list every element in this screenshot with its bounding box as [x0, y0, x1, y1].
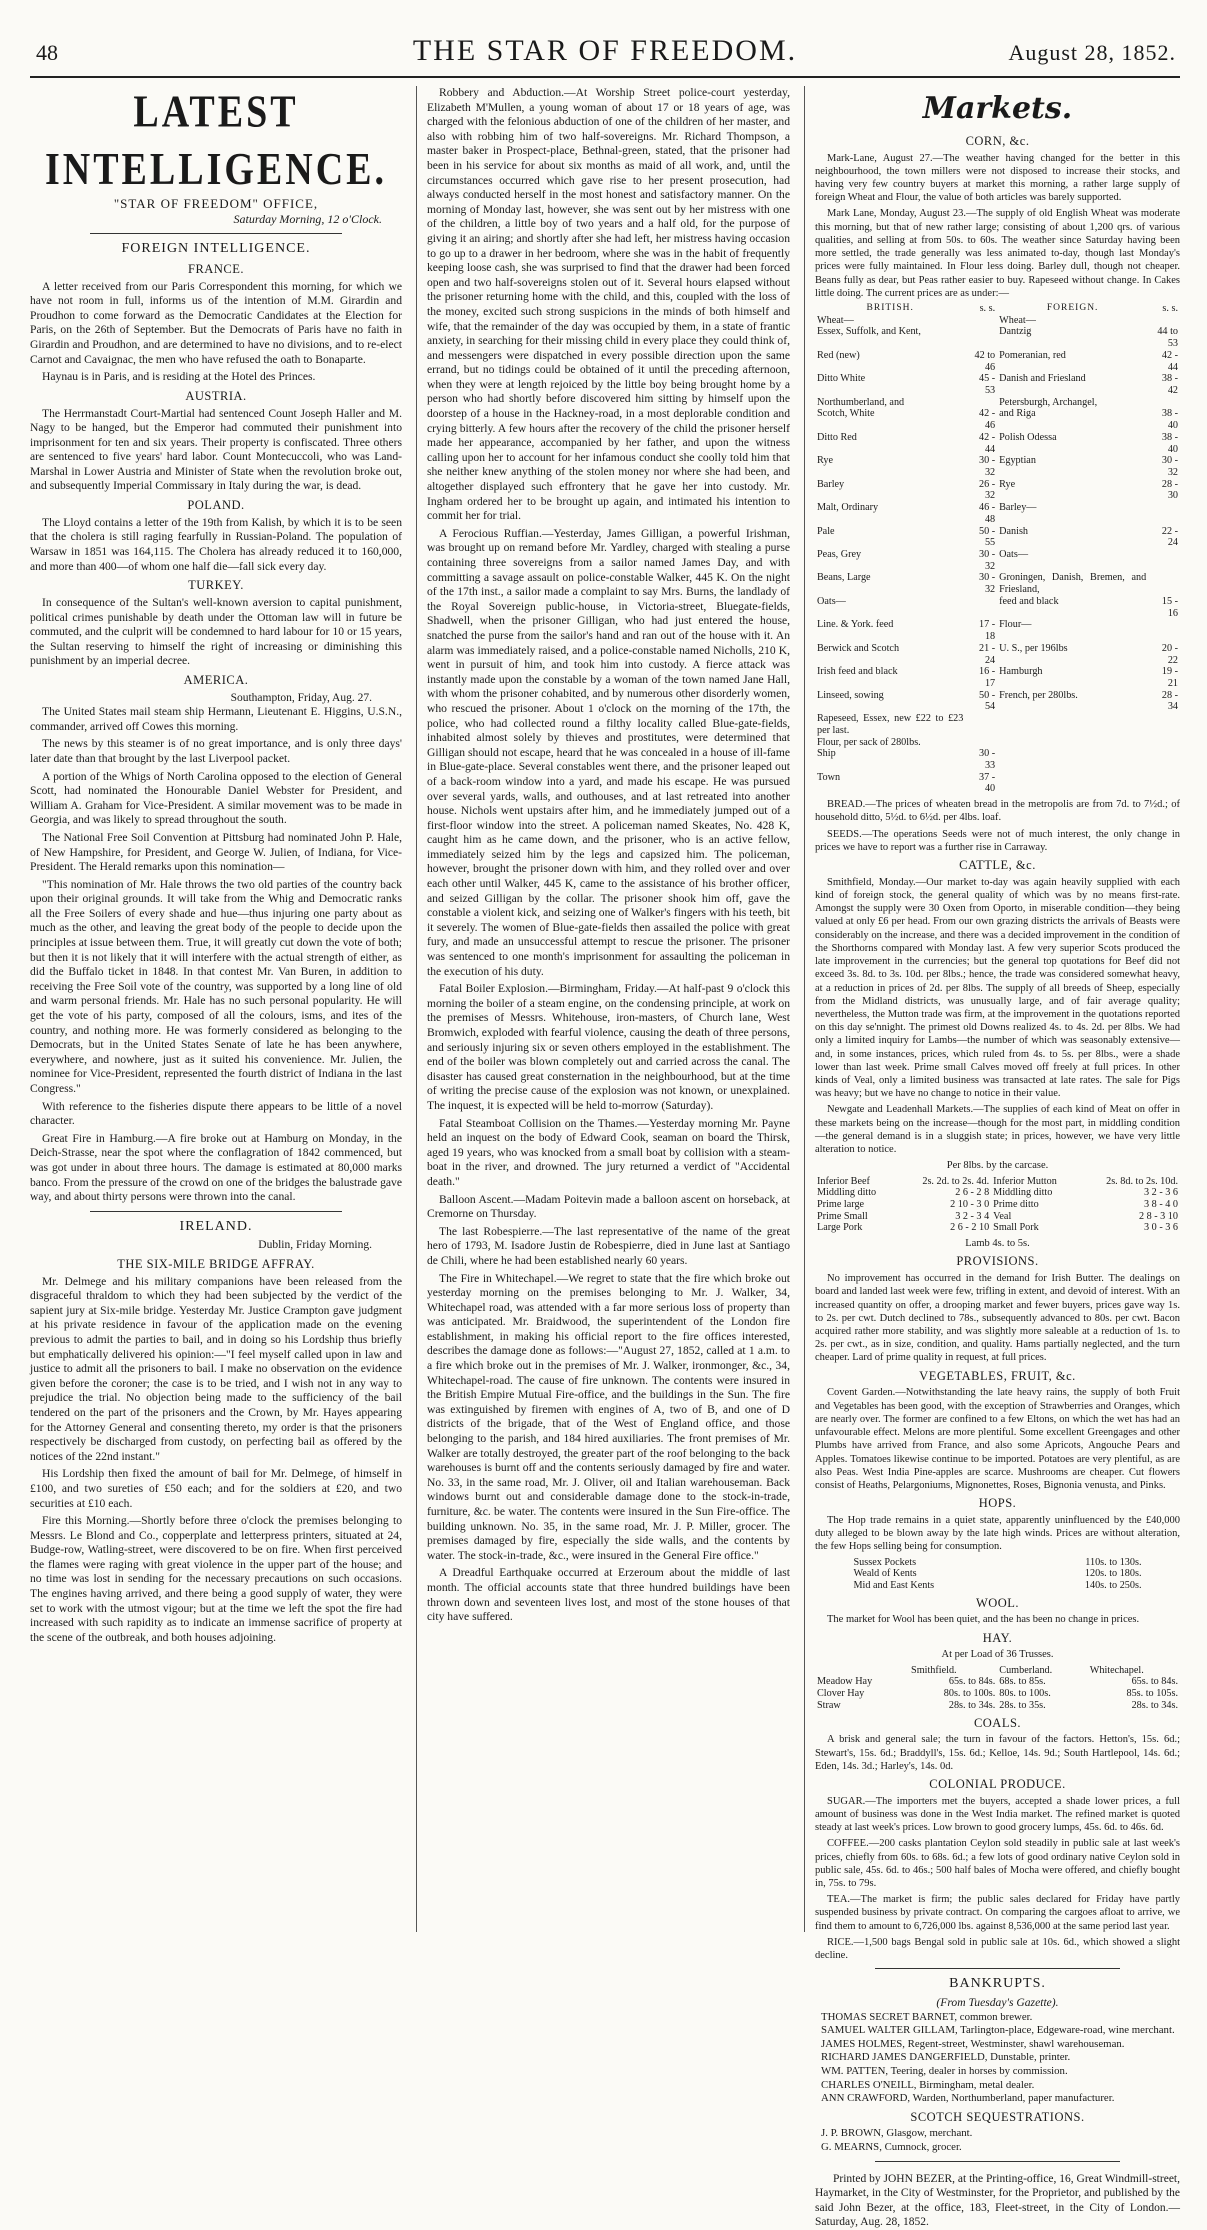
- grain-row-cell: 22 - 24: [1161, 525, 1178, 549]
- grain-row-cell: 16 - 17: [979, 666, 996, 689]
- bankrupts-list: [815, 2011, 1180, 2106]
- grain-row: [815, 397, 1180, 409]
- grain-row: [815, 479, 1180, 502]
- meat-row-cell: Large Pork: [817, 1222, 863, 1234]
- meat-row-cell: 2s. 8d. to 2s. 10d.: [1106, 1175, 1178, 1187]
- hops-price-table: [852, 1557, 1144, 1592]
- grain-row-cell: [1148, 397, 1180, 409]
- hay-row-cell: Straw: [817, 1699, 841, 1711]
- divider: [875, 1968, 1120, 1969]
- hops-row-cell: 120s. to 180s.: [1084, 1568, 1142, 1580]
- hay-price-table: [815, 1665, 1180, 1712]
- grain-row: [815, 713, 1180, 736]
- grain-row-cell: 19 - 21: [1161, 666, 1178, 689]
- office-time: Saturday Morning, 12 o'Clock.: [233, 212, 382, 227]
- scotch-sequestrations-heading: SCOTCH SEQUESTRATIONS.: [910, 2109, 1085, 2124]
- france-heading: FRANCE.: [188, 261, 244, 276]
- provisions-heading: PROVISIONS.: [956, 1254, 1039, 1269]
- meat-row-cell: 2 10 - 3 0: [950, 1199, 990, 1211]
- grain-row-cell: [997, 737, 1148, 749]
- grain-row-cell: [1148, 713, 1180, 736]
- grain-row-cell: feed and black: [999, 595, 1059, 607]
- hay-row-cell: 65s. to 84s.: [1131, 1676, 1178, 1688]
- meat-row-cell: 2 6 - 2 10: [950, 1222, 990, 1234]
- hops-row-cell: 110s. to 130s.: [1085, 1556, 1142, 1568]
- grain-row-cell: Pomeranian, red: [999, 349, 1066, 361]
- grain-row: [815, 432, 1180, 455]
- page-header: [30, 22, 1180, 78]
- grain-row-cell: Red (new): [817, 349, 860, 361]
- grain-row-cell: 30 - 33: [979, 748, 996, 771]
- coals-heading: COALS.: [973, 1715, 1022, 1730]
- bankrupt-entry: JAMES HOLMES, Regent-street, Westminster, shawl warehouseman.: [821, 2037, 1125, 2050]
- grain-row-cell: Essex, Suffolk, and Kent,: [817, 326, 921, 338]
- page-number: 48: [36, 40, 58, 65]
- meat-row-cell: 3 0 - 3 6: [1144, 1222, 1178, 1234]
- grain-row: [815, 455, 1180, 478]
- hay-header-cell: Cumberland.: [999, 1664, 1053, 1676]
- grain-row-cell: Beans, Large: [817, 572, 871, 584]
- grain-row-cell: 46 - 48: [979, 502, 996, 525]
- scotch-list: [815, 2127, 1180, 2154]
- shillings-label: s. s.: [1162, 302, 1178, 314]
- bankrupts-heading: BANKRUPTS.: [949, 1976, 1046, 1992]
- article-paragraph: Fire this Morning.—Shortly before three o'clock the premises belonging to Messrs. Le Blond and Co., copperplate and letterpress printers, situated at 24, Budge-row, Watling-street, were discovered to be on fire. When first perceived the flames were raging with great violence in the upper part of the house; and no time was lost in sending for the necessary precautions on such occasions. The engines having arrived, and there being a good supply of water, they were set to work with the utmost vigour; but at the time we left the spot the fire had increased with such rapidity as to indicate an immense sacrifice of property at the scene of the outbreak, and both houses adjoining.: [30, 1514, 402, 1644]
- grain-row-cell: [1148, 315, 1180, 327]
- grain-row: [815, 572, 1180, 595]
- grain-row-cell: 38 - 42: [1161, 373, 1178, 396]
- ireland-heading: IRELAND.: [179, 1218, 253, 1234]
- grain-row-cell: Flour—: [999, 619, 1032, 631]
- meat-row-cell: Veal: [993, 1210, 1012, 1222]
- grain-row-cell: Northumberland, and: [817, 396, 905, 408]
- bankrupt-entry: THOMAS SECRET BARNET, common brewer.: [821, 2010, 1033, 2023]
- bankrupt-entry: ANN CRAWFORD, Warden, Northumberland, paper manufacturer.: [821, 2092, 1115, 2105]
- meat-row-cell: Middling ditto: [993, 1187, 1053, 1199]
- grain-row-cell: [965, 326, 997, 349]
- grain-row-cell: 30 - 32: [979, 549, 996, 572]
- meat-row-cell: 2s. 2d. to 2s. 4d.: [922, 1175, 990, 1187]
- hay-row-cell: 28s. to 34s.: [1131, 1699, 1178, 1711]
- bankrupt-entry: CHARLES O'NEILL, Birmingham, metal dealer.: [821, 2078, 1035, 2091]
- article-paragraph: RICE.—1,500 bags Bengal sold in public sale at 10s. 6d., which showed a slight decline.: [815, 1936, 1180, 1962]
- hops-row-cell: 140s. to 250s.: [1084, 1580, 1142, 1592]
- article-paragraph: The Lloyd contains a letter of the 19th from Kalish, by which it is to be seen that the cholera is still raging fearfully in Russian-Poland. The population of Warsaw in 1851 was 164,115. The Cholera has already reduced it to 160,000, and more than 400—of whom one half die—fall sick every day.: [30, 515, 402, 573]
- grain-row-cell: [1148, 748, 1180, 771]
- hay-header-row: [815, 1665, 1180, 1677]
- grain-row-cell: Wheat—: [817, 314, 854, 326]
- grain-row-cell: [1148, 772, 1180, 795]
- grain-row-cell: Barley—: [999, 502, 1037, 514]
- grain-row-cell: Barley: [817, 478, 845, 490]
- article-paragraph: Fatal Boiler Explosion.—Birmingham, Friday.—At half-past 9 o'clock this morning the boiler of a steam engine, on the condensing principle, at work on the premises of Messrs. Whitehouse, iron-masters, of Church lane, West Bromwich, exploded with fearful violence, causing the death of three persons, and seriously injuring six or seven others employed in the establishment. The end of the boiler was blown completely out and carried across the canal. The disaster has caused great consternation in the neighbourhood, but at the time of writing the precise cause of the explosion was not known, or unexplained. The inquest, it is expected will be held to-morrow (Saturday).: [427, 982, 790, 1112]
- article-paragraph: A Ferocious Ruffian.—Yesterday, James Gilligan, a powerful Irishman, was brought up on remand before Mr. Yardley, charged with stealing a purse containing three sovereigns from a sailor named James Day, and with committing a savage assault on police-constable Walker, 445 K. On the night of the 17th inst., a sailor made a complaint to say Mrs. Burns, the landlady of the Royal Sovereign public-house, in Victoria-street, Bluegate-fields, Shadwell, when the prisoner Gilligan, who had just entered the house, snatched the purse from the sailor's hand and ran out of the house with it. An alarm was immediately raised, and a police-constable named Nicholls, 210 K, went in pursuit of him, and took him into custody. A fierce attack was instantly made upon the constable by a woman of the town named Jane Hall, with whom the prisoner cohabited, and by numerous other disorderly women, who rescued the prisoner. About 1 o'clock on the morning of the 17th, the police, who had collected round a filthy locality called Blue-gate-fields, inhabited almost solely by thieves and prostitutes, were determined that Gilligan should not escape, heard that he was concealed in a house of ill-fame in Blue-gate-place. Several constables went there, and the prisoner leaped out of a back-room window into a yard, and made his escape. He was pursued over several yards, walls, and outhouses, and at last retreated into another house. Nichols went upstairs after him, and he immediately jumped out of a first-floor window into the street. A policeman named Skeates, No. 428 K, caught him as he came down, and the prisoner, who is an active fellow, immediately seized him by the legs and capsized him. The policeman, however, brought the prisoner down with him, and they rolled over and over each other until Walker, 445 K, came to the assistance of his brother officer, and seized Gilligan by the collar. The prisoner shook him off, gave the constable a violent kick, and seizing one of Walker's fingers with his teeth, bit it severely. The women of Blue-gate-fields then assailed the police with great fury, and made an unsuccessful attempt to rescue the prisoner. The prisoner was sentenced to one month's imprisonment for assaulting the policeman in the execution of his duty.: [427, 526, 790, 978]
- grain-row: [815, 643, 1180, 666]
- meat-row-cell: Prime ditto: [993, 1199, 1039, 1211]
- divider: [90, 233, 342, 234]
- article-paragraph: Mark-Lane, August 27.—The weather having changed for the better in this neighbourhood, the town millers were not disposed to increase their stocks, and having very few country buyers at market this morning, a rather large supply of foreign Wheat and Flour, the value of both articles was barely supported.: [815, 152, 1180, 204]
- grain-row-cell: Ship: [817, 748, 836, 760]
- grain-row-cell: [965, 315, 997, 327]
- meat-row-cell: Prime large: [817, 1199, 865, 1211]
- dateline: Dublin, Friday Morning.: [258, 1239, 372, 1252]
- grain-row-cell: 28 - 30: [1161, 478, 1178, 502]
- grain-row-cell: 42 - 44: [1161, 349, 1178, 373]
- meat-row: [815, 1187, 1180, 1199]
- grain-row-cell: Town: [817, 771, 841, 783]
- per-8lbs-label: Per 8lbs. by the carcase.: [946, 1160, 1049, 1172]
- grain-row-cell: Groningen, Danish, Bremen, and Friesland,: [999, 572, 1147, 596]
- hops-row-cell: Sussex Pockets: [853, 1556, 917, 1568]
- grain-row: [815, 619, 1180, 642]
- grain-row-cell: [997, 772, 1148, 795]
- grain-row-cell: 38 - 40: [1161, 431, 1178, 455]
- grain-row-cell: Oats—: [999, 549, 1029, 561]
- hay-row-cell: 68s. to 85s.: [999, 1676, 1046, 1688]
- grain-row: [815, 748, 1180, 771]
- grain-row-cell: [997, 713, 1148, 736]
- bankrupt-entry: RICHARD JAMES DANGERFIELD, Dunstable, printer.: [821, 2051, 1071, 2064]
- column-3: [804, 86, 1180, 2229]
- article-paragraph: The market for Wool has been quiet, and the has been no change in prices.: [827, 1614, 1140, 1626]
- america-heading: AMERICA.: [183, 672, 249, 687]
- divider: [875, 2161, 1120, 2162]
- grain-row: [815, 350, 1180, 373]
- grain-row-cell: 38 - 40: [1161, 408, 1178, 432]
- grain-row-cell: Danish and Friesland: [999, 373, 1086, 385]
- hops-heading: HOPS.: [978, 1496, 1017, 1511]
- cattle-heading: CATTLE, &c.: [959, 858, 1036, 873]
- hay-row-cell: Clover Hay: [817, 1688, 865, 1700]
- article-paragraph: Fatal Steamboat Collision on the Thames.—Yesterday morning Mr. Payne held an inquest on the body of Edward Cook, seaman on board the Thirsk, aged 19 years, who was knocked from a small boat by collision with a steam-boat in the river, and drowned. The jury returned a verdict of "Accidental death.": [427, 1116, 790, 1188]
- grain-row-cell: [965, 713, 997, 736]
- article-paragraph: With reference to the fisheries dispute there appears to be little of a novel character.: [30, 1099, 402, 1128]
- grain-row-cell: Danish: [999, 525, 1029, 537]
- grain-row-cell: 30 - 32: [979, 455, 996, 479]
- article-paragraph: A letter received from our Paris Correspondent this morning, for which we have not room in full, informs us of the intention of M.M. Girardin and Proudhon to come forward as the Democratic Candidates at the Election for Paris, on the 26th of September. But the Democrats of Paris have no faith in Girardin and Proudhon, and are determined to have no divisions, and to re-elect Carnot and Cavaignac, the men who have refused the oath to Bonaparte.: [30, 279, 402, 366]
- grain-row-cell: Pale: [817, 525, 835, 537]
- hops-row: [852, 1568, 1144, 1580]
- grain-row-cell: Egyptian: [999, 455, 1036, 467]
- sequestration-entry: J. P. BROWN, Glasgow, merchant.: [821, 2127, 973, 2140]
- grain-row-cell: Malt, Ordinary: [817, 502, 879, 514]
- meat-row: [815, 1199, 1180, 1211]
- grain-row: [815, 549, 1180, 572]
- grain-row-cell: Oats—: [817, 595, 846, 607]
- grain-row-cell: U. S., per 196lbs: [999, 642, 1068, 654]
- meat-row-cell: Inferior Mutton: [993, 1175, 1057, 1187]
- article-paragraph: In consequence of the Sultan's well-known aversion to capital punishment, political crimes punishable by death under the Ottoman law will in future be commuted, and the culprit will be condemned to hard labour for 10 or 15 years, the Sultan reserving to himself the right of increasing or diminishing this punishment by an imperial decree.: [30, 595, 402, 668]
- meat-row: [815, 1222, 1180, 1234]
- grain-row-cell: 42 - 44: [979, 431, 996, 455]
- grain-row-cell: and Riga: [999, 408, 1036, 420]
- grain-row-cell: [997, 748, 1148, 771]
- grain-row-cell: Wheat—: [999, 314, 1036, 326]
- hops-row: [852, 1557, 1144, 1569]
- article-paragraph: "This nomination of Mr. Hale throws the two old parties of the country back upon their original grounds. It will take from the Whig and Democratic ranks all the Free Soilers of every shade and hue—thus injuring one party about as much as the other, and leaving the great body of the people to decide upon the principles at issue between them. True, it will greatly cut down the vote of both; but then it is not likely that it will interfere with the actual strength of either, as did the Buffalo ticket in 1848. In that contest Mr. Van Buren, in addition to receiving the Free Soil vote of the country, was supported by a long line of old and warm personal friends. Mr. Hale has no such personal popularity. He will get the vote of his party, composed of all the colours, isms, and ites of the country, and nothing more. He was formerly considered as belonging to the Democrats, but in the United States Senate of late he has been anywhere, everywhere, and nowhere, just as it suited his convenience. Mr. Julien, the nominee for Vice-President, represented the fourth district of Indiana in the last Congress.": [30, 877, 402, 1095]
- article-paragraph: A portion of the Whigs of North Carolina opposed to the election of General Scott, had nominated the Honourable Daniel Webster for President, and William A. Graham for Vice-President. A similar movement was to be made in Georgia, and was likely to spread throughout the south.: [30, 769, 402, 827]
- grain-row: [815, 326, 1180, 349]
- grain-row: [815, 502, 1180, 525]
- hay-row: [815, 1700, 1180, 1712]
- divider: [90, 1211, 342, 1212]
- hay-row: [815, 1676, 1180, 1688]
- article-paragraph: Mr. Delmege and his military companions have been released from the disgraceful thraldom to which they had been subjected by the verdict of the sapient jury at Six-mile bridge. Yesterday Mr. Justice Crampton gave judgment at his private residence in favour of the application made on the evening previous to admit the parties to bail, and in doing so his Lordship thus briefly but emphatically delivered his opinion:—"I feel myself called upon in law and justice to admit all the prisoners to bail. I make no observation on the evidence given before the coroner; the case is to be tried, and I wish not in any way to prejudice the trial. No objection being made to the sufficiency of the bail tendered on the part of the prisoners and the Crown, by Mr. Hayes appearing for the Attorney General and consenting thereto, my order is that the prisoners respectively be discharged from custody, on perfecting bail as offered by the notices of the 22nd instant.": [30, 1274, 402, 1463]
- article-paragraph: BREAD.—The prices of wheaten bread in the metropolis are from 7d. to 7½d.; of household ditto, 5½d. to 6½d. per 4lbs. loaf.: [815, 799, 1180, 824]
- column-1: [30, 86, 402, 1932]
- grain-row-cell: 28 - 34: [1161, 689, 1178, 713]
- article-paragraph: The Hop trade remains in a quiet state, apparently uninfluenced by the £40,000 duty alleged to be blown away by the late high winds. Prices are without alteration, the few Hops selling being for consumption.: [815, 1514, 1180, 1553]
- shillings-label: s. s.: [979, 302, 996, 314]
- article-paragraph: COFFEE.—200 casks plantation Ceylon sold steadily in public sale at last week's prices, chiefly from 60s. to 68s. 6d.; a few lots of good ordinary native Ceylon sold in public sale, 45s. 6d. to 46s.; 500 half bales of Mocha were offered, and chiefly bought in, 75s. to 79s.: [815, 1838, 1180, 1890]
- wool-heading: WOOL.: [975, 1595, 1020, 1610]
- dateline: Southampton, Friday, Aug. 27.: [230, 691, 372, 704]
- article-paragraph: The last Robespierre.—The last representative of the name of the great hero of 1793, M. Isadore Justin de Robespierre, died in June last at Santiago de Chili, where he had been established nearly 60 years.: [427, 1224, 790, 1267]
- grain-row-cell: Polish Odessa: [999, 431, 1057, 443]
- markets-title: Markets.: [922, 91, 1073, 126]
- meat-row-cell: 3 2 - 3 6: [1144, 1187, 1178, 1199]
- grain-row-cell: Irish feed and black: [817, 666, 898, 678]
- meat-row: [815, 1176, 1180, 1188]
- article-paragraph: His Lordship then fixed the amount of bail for Mr. Delmege, of himself in £100, and two sureties of £50 each; and for the soldiers at £20, and two securities at £10 each.: [30, 1467, 402, 1510]
- article-paragraph: Great Fire in Hamburg.—A fire broke out at Hamburg on Monday, in the Deich-Strasse, near the spot where the conflagration of 1842 commenced, but was got under in about three hours. The damage is estimated at 80,000 marks banco. From the pressure of the crowd on one of the bridges the balustrade gave way, and about thirty persons were thrown into the canal.: [30, 1131, 402, 1204]
- article-paragraph: Mark Lane, Monday, August 23.—The supply of old English Wheat was moderate this morning, but that of new rather large; consisting of about 1,200 qrs. of various qualities, and selling at from 50s. to 60s. The weather since Saturday having been more settled, the trade generally was less animated to-day, though last Monday's prices were fully maintained. In Flour less doing. Barley dull, though not cheaper. Beans fully as dear, but Peas rather easier to buy. Rapeseed without change. In Cakes little doing. The current prices are as under:—: [815, 208, 1180, 299]
- bankrupt-entry: SAMUEL WALTER GILLAM, Tarlington-place, Edgeware-road, wine merchant.: [821, 2024, 1175, 2037]
- hops-row-cell: Weald of Kents: [853, 1568, 917, 1580]
- foreign-label: FOREIGN.: [1046, 302, 1099, 313]
- article-paragraph: SEEDS.—The operations Seeds were not of much interest, the only change in prices we have to report was a further rise in Carraway.: [815, 828, 1180, 853]
- grain-row-cell: Flour, per sack of 280lbs.: [817, 736, 921, 748]
- grain-row-cell: [1148, 619, 1180, 642]
- grain-row-cell: 30 - 32: [1161, 455, 1178, 479]
- column-2: [416, 86, 790, 1932]
- latest-intelligence-title: LATEST INTELLIGENCE.: [44, 86, 388, 195]
- grain-row-cell: 15 - 16: [1161, 595, 1178, 619]
- grain-row-cell: Petersburgh, Archangel,: [999, 396, 1098, 408]
- hay-row: [815, 1688, 1180, 1700]
- hay-row-cell: Meadow Hay: [817, 1676, 873, 1688]
- grain-row-cell: Dantzig: [999, 326, 1032, 338]
- hay-header-cell: Whitechapel.: [1089, 1664, 1144, 1676]
- article-paragraph: The news by this steamer is of no great importance, and is only three days' later date than that brought by the last Liverpool packet.: [30, 737, 402, 765]
- grain-row-cell: Rye: [817, 455, 834, 467]
- affray-heading: THE SIX-MILE BRIDGE AFFRAY.: [117, 1256, 315, 1271]
- austria-heading: AUSTRIA.: [185, 388, 247, 403]
- meat-row-cell: Prime Small: [817, 1210, 868, 1222]
- corn-heading: CORN, &c.: [965, 133, 1030, 148]
- lamb-row: Lamb 4s. to 5s.: [965, 1238, 1030, 1250]
- article-paragraph: A Dreadful Earthquake occurred at Erzeroum about the middle of last month. The official accounts state that three hundred buildings have been thrown down and seventeen lives lost, and most of the stone houses of that city have suffered.: [427, 1566, 790, 1624]
- grain-row: [815, 526, 1180, 549]
- grain-row: [815, 408, 1180, 431]
- hay-row-cell: 28s. to 35s.: [999, 1699, 1046, 1711]
- article-paragraph: The National Free Soil Convention at Pittsburg had nominated John P. Hale, of New Hampshire, for President, and George W. Julien, of Indiana, for Vice-President. The Herald remarks upon this nomination—: [30, 830, 402, 874]
- grain-price-table: [815, 303, 1180, 795]
- grain-row-cell: [1148, 502, 1180, 525]
- masthead: THE STAR OF FREEDOM.: [412, 34, 798, 67]
- grain-row-cell: 42 to 46: [974, 349, 996, 373]
- colonial-heading: COLONIAL PRODUCE.: [929, 1776, 1066, 1791]
- newspaper-page: [30, 22, 1180, 2229]
- bankrupt-entry: WM. PATTEN, Teering, dealer in horses by commission.: [821, 2064, 1068, 2077]
- article-paragraph: Robbery and Abduction.—At Worship Street police-court yesterday, Elizabeth M'Mullen, a young woman of about 17 or 18 years of age, was charged with the felonious abduction of one of the children of her master, and also with robbing him of two half-sovereigns. Mr. Richard Thompson, a master baker in Prospect-place, Bethnal-green, stated, that the prisoner had been in his service for about six months as maid of all work, and, until the circumstances occurred which gave rise to her present prosecution, had always conducted herself in the most honest and satisfactory manner. On the morning of Monday last, however, she was sent out by her mistress with one of the children, a little boy of two years and a half old, for the purpose of giving it an airing; and shortly after she had left, her mistress having occasion to go up to a drawer in her bedroom, where she was in the habit of frequently keeping loose cash, she was surprised to find that the drawer had been forced open and two half-sovereigns stolen out of it. Several hours elapsed without the prisoner returning home with the child, and this, coupled with the loss of the money, excited such strong suspicions in the minds of both himself and wife, that the remainder of the day was occupied by them, in a state of frantic anxiety, in searching for their missing child in every place they could think of, and messengers were dispatched in every possible direction upon the same errand, but no tidings could be obtained of it until the preceding afternoon, when they were at length rejoiced by the little boy being brought home by a person who had shortly before discovered him sitting by himself upon the doorstep of a house in the Hackney-road, in a most deplorable condition and crying bitterly. A few hours after the recovery of the child the prisoner herself made her appearance, accompanied by her father, and upon the witness calling upon her to account for her infamous conduct she coolly told him that she neither knew anything of the stolen money nor where she had been, and altogether displayed such effrontery that he gave her into custody. Mr. Ingham ordered her to be brought up again, and intimated his intention to commit her for trial.: [427, 86, 790, 523]
- grain-row-cell: Berwick and Scotch: [817, 642, 900, 654]
- sequestration-entry: G. MEARNS, Cumnock, grocer.: [821, 2141, 962, 2154]
- article-paragraph: SUGAR.—The importers met the buyers, accepted a shade lower prices, a full amount of business was done in the West India market. The refined market is quoted steady at last week's prices. Low brown to good grocery lumps, 45s. 6d. to 46s. 6d.: [815, 1795, 1180, 1834]
- foreign-intelligence-heading: FOREIGN INTELLIGENCE.: [121, 241, 311, 257]
- grain-row-cell: [1148, 572, 1180, 595]
- hay-header-cell: [815, 1665, 909, 1677]
- grain-row-cell: 20 - 22: [1161, 642, 1178, 666]
- printer-imprint: Printed by JOHN BEZER, at the Printing-office, 16, Great Windmill-street, Haymarket, in the City of Westminster, for the Proprietor, and published by the said John Bezer, at the office, 183, Fleet-street, in the City of London.—Saturday, Aug. 28, 1852.: [815, 2172, 1180, 2229]
- grain-row-cell: 30 - 32: [979, 572, 996, 596]
- hay-row-cell: 80s. to 100s.: [999, 1688, 1051, 1700]
- grain-row-cell: Peas, Grey: [817, 549, 862, 561]
- grain-row-cell: [965, 596, 997, 619]
- meat-row-cell: Middling ditto: [817, 1187, 877, 1199]
- office-line: "STAR OF FREEDOM" OFFICE,: [113, 195, 319, 211]
- grain-row: [815, 315, 1180, 327]
- article-paragraph: The United States mail steam ship Hermann, Lieutenant E. Higgins, U.S.N., commander, arrived off Cowes this morning.: [30, 705, 402, 733]
- grain-row: [815, 737, 1180, 749]
- grain-row-cell: 37 - 40: [979, 771, 996, 795]
- grain-row-cell: [1148, 549, 1180, 572]
- poland-heading: POLAND.: [187, 498, 245, 513]
- gazette-line: (From Tuesday's Gazette).: [936, 1995, 1059, 2009]
- article-paragraph: Haynau is in Paris, and is residing at the Hotel des Princes.: [42, 370, 316, 384]
- meat-row-cell: 2 6 - 2 8: [955, 1187, 990, 1199]
- hay-row-cell: 85s. to 105s.: [1126, 1688, 1178, 1700]
- meat-row-cell: 2 8 - 3 10: [1138, 1210, 1178, 1222]
- grain-row-cell: Rye: [999, 478, 1016, 490]
- meat-row: [815, 1211, 1180, 1223]
- issue-date: August 28, 1852.: [1008, 40, 1176, 65]
- grain-row-cell: 21 - 24: [979, 642, 996, 666]
- grain-row-cell: 50 - 54: [979, 689, 996, 713]
- hay-subheading: At per Load of 36 Trusses.: [941, 1649, 1054, 1661]
- grain-row-cell: French, per 280lbs.: [999, 689, 1078, 701]
- grain-row-cell: Linseed, sowing: [817, 689, 884, 701]
- article-paragraph: The Herrmanstadt Court-Martial had sentenced Count Joseph Haller and M. Nagy to be hanged, but the Emperor had commuted their punishment into imprisonment for ten and six years. Their property is confiscated. Three others are sentenced to five years' hard labor. Count Montecuccoli, who was Land-Marshal in Lower Austria and Minister of State when the revolution broke out, and subsequently Imperial Commissary in Italy during the war, is dead.: [30, 406, 402, 493]
- grain-row-cell: [965, 737, 997, 749]
- grain-row: [815, 772, 1180, 795]
- grain-row-cell: Ditto Red: [817, 431, 857, 443]
- article-paragraph: The Fire in Whitechapel.—We regret to state that the fire which broke out yesterday morning on the premises belonging to Mr. J. Walker, 34, Whitechapel road, was attended with a far more serious loss of property than was anticipated. Mr. Braidwood, the superintendent of the London fire establishment, in making his official report to the fire offices interested, describes the damage done as follows:—"August 27, 1852, called at 1 a.m. to a fire which broke out in the premises of Mr. J. Walker, ironmonger, &c., 34, Whitechapel-road. The cause of fire unknown. The contents were insured in the British Empire Mutual Fire-office, and the buildings in the Sun. The fire was extinguished by firemen with engines of A, two of B, and one of D districts of the brigade, that of the West of England office, and those belonging to the parish, and 184 hired auxiliaries. The front premises of Mr. Walker are totally destroyed, the greater part of the roof belonging to the back warehouses is burnt off and the contents seriously damaged by fire and water. No. 33, in the same road, Mr. J. Oliver, oil and Italian warehouseman. Back windows burnt out and considerable damage done to the stock-in-trade, furniture, &c. be water. The contents were insured in the Sun Fire-office. The building unknown. No. 35, in the same road, Mr. J. P. Miller, grocer. The premises damaged by fire, especially the side walls, and the contents by water. The stock-in-trade, &c., were insured in the General Fire office.": [427, 1271, 790, 1562]
- hay-header-cell: Smithfield.: [911, 1664, 957, 1676]
- meat-row-cell: Inferior Beef: [817, 1175, 870, 1187]
- turkey-heading: TURKEY.: [188, 578, 244, 593]
- grain-row-cell: [965, 397, 997, 409]
- article-paragraph: Newgate and Leadenhall Markets.—The supplies of each kind of Meat on offer in these markets being on the increase—though for the most part, in middling condition—the general demand is in a sluggish state; in prices, however, we have very little alteration to notice.: [815, 1104, 1180, 1156]
- meat-row-cell: Small Pork: [993, 1222, 1039, 1234]
- grain-row-cell: 17 - 18: [979, 619, 996, 643]
- article-paragraph: Balloon Ascent.—Madam Poitevin made a balloon ascent on horseback, at Cremorne on Thursday.: [427, 1192, 790, 1221]
- grain-row-cell: Scotch, White: [817, 408, 875, 420]
- grain-row-cell: 44 to 53: [1157, 326, 1178, 350]
- article-paragraph: Covent Garden.—Notwithstanding the late heavy rains, the supply of both Fruit and Vegetables has been good, with the exception of Strawberries and Oranges, which are nearly over. The former are confined to a few Eltons, on which the wet has had an unfavourable effect. Melons are more plentiful. Some excellent Greengages and other Plumbs have arrived from France, and also some Apricots, Angouche Pears and Apples. Tomatoes likewise continue to be imported. Potatoes are very plentiful, as are also Peas. West India Pine-apples are scarce. Mushrooms are cheaper. Cut flowers consist of Heaths, Pelargoniums, Mignonettes, Roses, Bignonia venusta, and Pinks.: [815, 1387, 1180, 1491]
- meat-row-cell: 3 2 - 3 4: [955, 1210, 990, 1222]
- grain-row-cell: Hamburgh: [999, 666, 1043, 678]
- grain-row-cell: Line. & York. feed: [817, 619, 894, 631]
- british-label: BRITISH.: [866, 302, 914, 313]
- grain-row-cell: Ditto White: [817, 373, 866, 385]
- hay-row-cell: 28s. to 34s.: [948, 1699, 996, 1711]
- grain-row-cell: [1148, 737, 1180, 749]
- hay-row-cell: 65s. to 84s.: [948, 1676, 996, 1688]
- grain-row: [815, 596, 1180, 619]
- hops-row: [852, 1580, 1144, 1592]
- grain-row-cell: 26 - 32: [979, 478, 996, 502]
- meat-row-cell: 3 8 - 4 0: [1144, 1199, 1178, 1211]
- hay-row-cell: 80s. to 100s.: [943, 1688, 996, 1700]
- grain-row: [815, 690, 1180, 713]
- article-paragraph: A brisk and general sale; the turn in favour of the factors. Hetton's, 15s. 6d.; Stewart's, 15s. 6d.; Braddyll's, 15s. 6d.; Kelloe, 14s. 9d.; South Hartlepool, 14s. 6d.; Eden, 14s. 3d.; Harley's, 14s. 0d.: [815, 1734, 1180, 1772]
- grain-row-cell: 50 - 55: [979, 525, 996, 549]
- article-paragraph: No improvement has occurred in the demand for Irish Butter. The dealings on board and landed last week were few, trifling in extent, and devoid of interest. With an increased quantity on offer, a drooping market and fewer buyers, prices gave way 1s. to 2s. per cwt. Dutch declined to 78s., subsequently advanced to 80s. per cwt. Bacon acquired rather more stability, and was slightly more saleable at a reduction of 1s. to 2s. per cwt., as in size, condition, and quality. Hams partially neglected, and the turn cheaper. Lard of prime quality in request, at full prices.: [815, 1273, 1180, 1364]
- article-paragraph: TEA.—The market is firm; the public sales declared for Friday have partly suspended business by private contract. On comparing the cargoes afloat to arrive, we find them to amount to 6,726,000 lbs. against 8,536,000 at the same period last year.: [815, 1894, 1180, 1932]
- vegetables-heading: VEGETABLES, FRUIT, &c.: [919, 1368, 1076, 1383]
- hay-heading: HAY.: [982, 1630, 1013, 1645]
- hops-row-cell: Mid and East Kents: [853, 1580, 935, 1592]
- meat-price-table: [815, 1176, 1180, 1235]
- grain-row-cell: 45 - 53: [979, 373, 996, 396]
- grain-row: [815, 373, 1180, 396]
- grain-row-cell: 42 - 46: [979, 408, 996, 432]
- grain-row-cell: Rapeseed, Essex, new £22 to £23 per last.: [817, 713, 964, 736]
- article-paragraph: Smithfield, Monday.—Our market to-day was again heavily supplied with each kind of foreign stock, the general quality of which was by no means first-rate. Amongst the supply were 30 Oxen from Oporto, in miserable condition—they being valued at only £6 per head. From our own grazing districts the arrivals of Beasts were considerably on the increase, and there was a decided improvement in the condition of the Shorthorns compared with Monday last. A few very superior Scots produced the late improvement in the currencies; but the general top quotations for Beef did not exceed 3s. 8d. to 3s. 10d. per 8lbs.; hence, the trade was considered somewhat heavy, at a reduction in prices of 2d. per 8lbs. The supply of all breeds of Sheep, especially from the Midland districts, was unusually large, and of fair average quality; nevertheless, the Mutton trade was firm, at the improvement in the quotations reported on this day se'nnight. The primest old Downs realized 4s. to 4s. 2d. per 8lbs. We had only a limited inquiry for Lambs—the number of which was seasonably extensive—and, in some instances, prices, which ruled from 4s. to 5s. per 8lbs., were a shade lower than last week. Prime small Calves moved off freely at full prices. In other kinds of Veal, only a limited business was transacted at late rates. The sale for Pigs was heavy; but we have no change to notice in their value.: [815, 876, 1180, 1100]
- grain-row: [815, 666, 1180, 689]
